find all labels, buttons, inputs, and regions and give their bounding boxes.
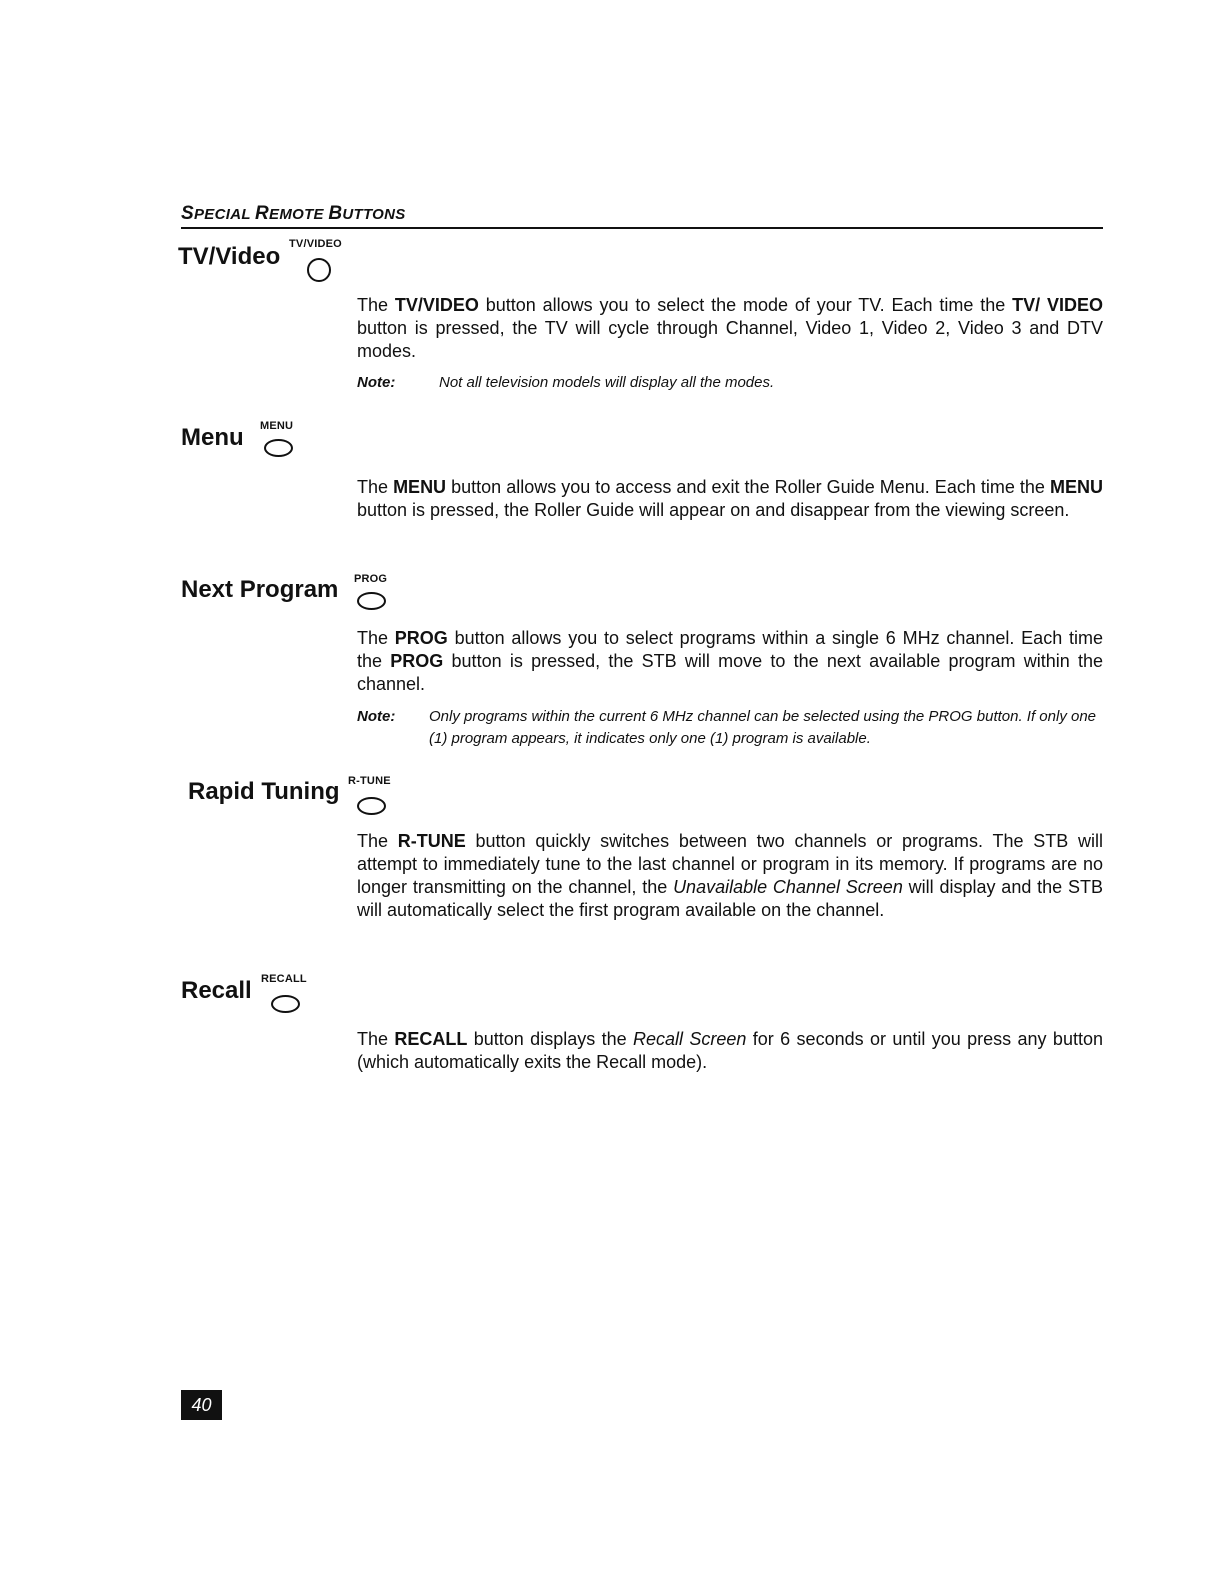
note-label: Note:: [357, 374, 396, 391]
header-cap-1: S: [181, 203, 194, 224]
section-header: [181, 203, 1103, 229]
header-rest-3: UTTONS: [342, 206, 406, 223]
rtune-title: Rapid Tuning: [188, 778, 340, 805]
header-cap-2: R: [255, 203, 270, 224]
recall-title: Recall: [181, 977, 252, 1004]
rtune-button-label: R-TUNE: [348, 775, 391, 787]
rtune-button-icon: [357, 797, 386, 815]
note-text: Not all television models will display all the modes.: [439, 374, 775, 391]
tvvideo-button-icon: [307, 258, 331, 282]
menu-button-icon: [264, 439, 293, 457]
tvvideo-description: The TV/VIDEO button allows you to select the mode of your TV. Each time the TV/ VIDEO button is pressed, the TV will cycle through Channel, Video 1, Video 2, Video 3 and DTV modes.: [357, 295, 1103, 361]
page-number: 40: [181, 1390, 222, 1420]
note-label: Note:: [357, 708, 396, 725]
rtune-description: The R-TUNE button quickly switches between two channels or programs. The STB will attempt to immediately tune to the last channel or program in its memory. If programs are no longer transmitting on the channel, the Unavailable Channel Screen will display and the STB will automatically select the first program available on the channel.: [357, 831, 1103, 920]
tvvideo-button-label: TV/VIDEO: [289, 238, 342, 250]
header-cap-3: B: [328, 203, 343, 224]
recall-button-label: RECALL: [261, 973, 307, 985]
note-text: Only programs within the current 6 MHz channel can be selected using the PROG button. If only one (1) program appears, it indicates only one (1) program is available.: [429, 708, 1097, 747]
tvvideo-title: TV/Video: [178, 243, 281, 270]
header-rest-2: EMOTE: [269, 206, 329, 223]
prog-button-icon: [357, 592, 386, 610]
menu-button-label: MENU: [260, 420, 294, 432]
prog-button-label: PROG: [354, 573, 388, 585]
prog-description: The PROG button allows you to select programs within a single 6 MHz channel. Each time the PROG button is pressed, the STB will move to the next available program within the channel.: [357, 628, 1104, 694]
recall-description: The RECALL button displays the Recall Screen for 6 seconds or until you press any button (which automatically exits the Recall mode).: [357, 1029, 1103, 1072]
recall-button-icon: [271, 995, 300, 1013]
menu-description: The MENU button allows you to access and exit the Roller Guide Menu. Each time the MENU button is pressed, the Roller Guide will appear on and disappear from the viewing screen.: [357, 477, 1103, 520]
menu-title: Menu: [181, 424, 244, 451]
prog-title: Next Program: [181, 576, 339, 603]
header-rest-1: PECIAL: [193, 206, 255, 223]
